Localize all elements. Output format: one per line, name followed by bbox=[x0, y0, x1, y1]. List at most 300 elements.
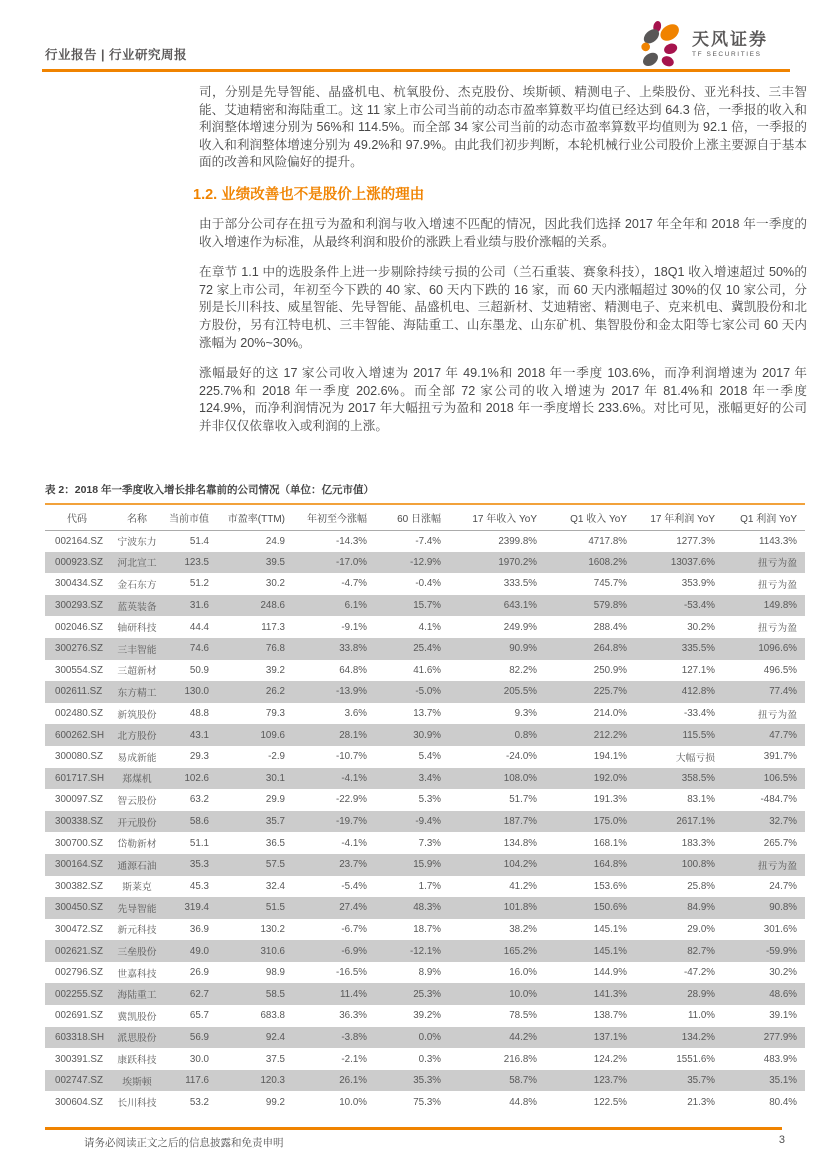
cell: -10.7% bbox=[335, 751, 367, 763]
cell: 23.7% bbox=[339, 859, 367, 871]
cell: 51.4 bbox=[189, 535, 209, 547]
cell: 51.2 bbox=[189, 578, 209, 590]
cell: -3.8% bbox=[341, 1031, 367, 1043]
table-row bbox=[45, 1027, 805, 1049]
table-row bbox=[45, 1091, 805, 1113]
cell: 90.9% bbox=[509, 643, 537, 655]
cell: 7.3% bbox=[418, 837, 441, 849]
cell: 137.1% bbox=[593, 1031, 627, 1043]
cell: 145.1% bbox=[593, 923, 627, 935]
cell: 8.9% bbox=[418, 967, 441, 979]
cell: 51.5 bbox=[265, 902, 285, 914]
cell: 开元股份 bbox=[117, 817, 157, 829]
cell: 333.5% bbox=[503, 578, 537, 590]
cell: 002255.SZ bbox=[55, 988, 103, 1000]
cell: 30.2% bbox=[769, 967, 797, 979]
cell: 埃斯顿 bbox=[122, 1076, 152, 1088]
cell: 78.5% bbox=[509, 1010, 537, 1022]
cell: 53.2 bbox=[189, 1096, 209, 1108]
cell: 金石东方 bbox=[117, 579, 157, 591]
footer-divider bbox=[45, 1127, 782, 1130]
cell: 130.0 bbox=[184, 686, 209, 698]
table-row bbox=[45, 552, 805, 574]
table-row bbox=[45, 616, 805, 638]
cell: 33.8% bbox=[339, 643, 367, 655]
cell: 150.6% bbox=[593, 902, 627, 914]
cell: 郑煤机 bbox=[122, 774, 152, 786]
cell: 265.7% bbox=[763, 837, 797, 849]
cell: 13.7% bbox=[413, 708, 441, 720]
cell: 79.3 bbox=[265, 708, 285, 720]
cell: 65.7 bbox=[189, 1010, 209, 1022]
cell: 39.2 bbox=[265, 664, 285, 676]
cell: 44.2% bbox=[509, 1031, 537, 1043]
cell: 48.3% bbox=[413, 902, 441, 914]
table-row bbox=[45, 638, 805, 660]
cell: 4.1% bbox=[418, 621, 441, 633]
cell: 165.2% bbox=[503, 945, 537, 957]
cell: 30.1 bbox=[265, 772, 285, 784]
cell: 192.0% bbox=[593, 772, 627, 784]
cell: 58.6 bbox=[189, 816, 209, 828]
cell: 0.3% bbox=[418, 1053, 441, 1065]
cell: 225.7% bbox=[593, 686, 627, 698]
cell: 002747.SZ bbox=[55, 1075, 103, 1087]
cell: -14.3% bbox=[335, 535, 367, 547]
cell: 601717.SH bbox=[55, 772, 105, 784]
cell: 3.6% bbox=[344, 708, 367, 720]
cell: 683.8 bbox=[260, 1010, 285, 1022]
cell: -6.7% bbox=[341, 923, 367, 935]
cell: 194.1% bbox=[593, 751, 627, 763]
cell: 300097.SZ bbox=[55, 794, 103, 806]
cell: 99.2 bbox=[265, 1096, 285, 1108]
cell: 30.2 bbox=[265, 578, 285, 590]
cell: 75.3% bbox=[413, 1096, 441, 1108]
cell: 东方精工 bbox=[117, 687, 157, 699]
cell: 002046.SZ bbox=[55, 621, 103, 633]
cell: 1096.6% bbox=[758, 643, 797, 655]
cell: 三超新材 bbox=[117, 666, 157, 678]
cell: 187.7% bbox=[503, 816, 537, 828]
cell: 130.2 bbox=[260, 923, 285, 935]
cell: 24.9 bbox=[265, 535, 285, 547]
cell: 579.8% bbox=[593, 600, 627, 612]
cell: 63.2 bbox=[189, 794, 209, 806]
cell: 124.2% bbox=[593, 1053, 627, 1065]
column-header: 17 年收入 YoY bbox=[472, 513, 537, 525]
cell: -5.0% bbox=[415, 686, 441, 698]
cell: 101.8% bbox=[503, 902, 537, 914]
table-2-block bbox=[45, 482, 805, 1113]
cell: -0.4% bbox=[415, 578, 441, 590]
cell: 277.9% bbox=[763, 1031, 797, 1043]
paragraph: 司，分别是先导智能、晶盛机电、杭氧股份、杰克股份、埃斯顿、精测电子、上柴股份、亚光科技、三丰智能、艾迪精密和海陆重工。这 11 家上市公司当前的动态市盈率算数平均值已经达到 64.3 倍，一季报的收入和利润整体增速分别为 56%和 114.5%。而全部 34 家公司当前的动态市盈率算数平均值则为 92.1 倍，一季报的收入和利润整体增速分别为 49.2%和 97.9%。由此我们初步判断，本轮机械行业公司股价上涨主要源自于基本面的改善和风险偏好的提升。 bbox=[199, 85, 807, 170]
column-header: 市盈率(TTM) bbox=[227, 513, 285, 525]
cell: 300700.SZ bbox=[55, 837, 103, 849]
cell: 745.7% bbox=[593, 578, 627, 590]
table-row bbox=[45, 919, 805, 941]
column-header: Q1 利润 YoY bbox=[740, 513, 797, 525]
cell: 新元科技 bbox=[117, 925, 157, 937]
cell: 123.7% bbox=[593, 1075, 627, 1087]
table-row bbox=[45, 940, 805, 962]
cell: -2.9 bbox=[268, 751, 285, 763]
cell: 300472.SZ bbox=[55, 923, 103, 935]
cell: 48.8 bbox=[189, 708, 209, 720]
cell: 002621.SZ bbox=[55, 945, 103, 957]
page-number: 3 bbox=[778, 1134, 785, 1146]
cell: -24.0% bbox=[505, 751, 537, 763]
cell: 1608.2% bbox=[588, 556, 627, 568]
cell: 300164.SZ bbox=[55, 859, 103, 871]
cell: 13037.6% bbox=[670, 556, 715, 568]
cell: 36.5 bbox=[265, 837, 285, 849]
table-row bbox=[45, 703, 805, 725]
cell: 191.3% bbox=[593, 794, 627, 806]
cell: 58.7% bbox=[509, 1075, 537, 1087]
table-row bbox=[45, 1048, 805, 1070]
cell: 300080.SZ bbox=[55, 751, 103, 763]
cell: 智云股份 bbox=[117, 795, 157, 807]
cell: 扭亏为盈 bbox=[757, 860, 797, 872]
cell: 4717.8% bbox=[588, 535, 627, 547]
cell: 蓝英装备 bbox=[117, 601, 157, 613]
cell: 10.0% bbox=[339, 1096, 367, 1108]
cell: 250.9% bbox=[593, 664, 627, 676]
cell: 1.7% bbox=[418, 880, 441, 892]
cell: -47.2% bbox=[683, 967, 715, 979]
cell: 300450.SZ bbox=[55, 902, 103, 914]
cell: 2399.8% bbox=[498, 535, 537, 547]
cell: 北方股份 bbox=[117, 731, 157, 743]
cell: 300391.SZ bbox=[55, 1053, 103, 1065]
cell: -17.0% bbox=[335, 556, 367, 568]
cell: 82.2% bbox=[509, 664, 537, 676]
cell: 三丰智能 bbox=[117, 644, 157, 656]
cell: 41.6% bbox=[413, 664, 441, 676]
cell: 483.9% bbox=[763, 1053, 797, 1065]
cell: 84.9% bbox=[687, 902, 715, 914]
cell: 扭亏为盈 bbox=[757, 558, 797, 570]
cell: 248.6 bbox=[260, 600, 285, 612]
cell: 35.7 bbox=[265, 816, 285, 828]
cell: 岱勒新材 bbox=[117, 839, 157, 851]
cell: 10.0% bbox=[509, 988, 537, 1000]
cell: 127.1% bbox=[681, 664, 715, 676]
cell: 358.5% bbox=[681, 772, 715, 784]
cell: -12.1% bbox=[409, 945, 441, 957]
column-header: 当前市值 bbox=[169, 513, 209, 525]
cell: 易成新能 bbox=[117, 752, 157, 764]
cell: -53.4% bbox=[683, 600, 715, 612]
cell: 21.3% bbox=[687, 1096, 715, 1108]
cell: 51.7% bbox=[509, 794, 537, 806]
cell: 141.3% bbox=[593, 988, 627, 1000]
cell: 205.5% bbox=[503, 686, 537, 698]
column-header: 年初至今涨幅 bbox=[307, 513, 367, 525]
header-divider bbox=[42, 69, 790, 72]
cell: 41.2% bbox=[509, 880, 537, 892]
cell: 26.2 bbox=[265, 686, 285, 698]
cell: 26.1% bbox=[339, 1075, 367, 1087]
table-row bbox=[45, 897, 805, 919]
cell: 长川科技 bbox=[117, 1098, 157, 1110]
cell: -13.9% bbox=[335, 686, 367, 698]
cell: 50.9 bbox=[189, 664, 209, 676]
cell: 175.0% bbox=[593, 816, 627, 828]
cell: 109.6 bbox=[260, 729, 285, 741]
cell: 74.6 bbox=[189, 643, 209, 655]
cell: 600262.SH bbox=[55, 729, 105, 741]
cell: -2.1% bbox=[341, 1053, 367, 1065]
cell: 108.0% bbox=[503, 772, 537, 784]
table-row bbox=[45, 681, 805, 703]
cell: 30.2% bbox=[687, 621, 715, 633]
cell: 264.8% bbox=[593, 643, 627, 655]
paragraph: 由于部分公司存在扭亏为盈和利润与收入增速不匹配的情况，因此我们选择 2017 年全年和 2018 年一季度的收入增速作为标准，从最终利润和股价的涨跌上看业绩与股价涨幅的关系。 bbox=[199, 216, 807, 249]
cell: 123.5 bbox=[184, 556, 209, 568]
cell: 496.5% bbox=[763, 664, 797, 676]
cell: 300338.SZ bbox=[55, 816, 103, 828]
cell: 120.3 bbox=[260, 1075, 285, 1087]
cell: 河北宣工 bbox=[117, 558, 157, 570]
cell: 149.8% bbox=[763, 600, 797, 612]
cell: -4.7% bbox=[341, 578, 367, 590]
cell: 11.0% bbox=[687, 1010, 715, 1022]
cell: 0.8% bbox=[514, 729, 537, 741]
table-row bbox=[45, 768, 805, 790]
cell: -19.7% bbox=[335, 816, 367, 828]
cell: 117.3 bbox=[261, 621, 285, 633]
cell: 11.4% bbox=[339, 988, 367, 1000]
cell: 117.6 bbox=[185, 1075, 209, 1087]
cell: 319.4 bbox=[184, 902, 209, 914]
cell: 先导智能 bbox=[117, 903, 157, 915]
cell: -33.4% bbox=[683, 708, 715, 720]
cell: 35.7% bbox=[687, 1075, 715, 1087]
cell: 45.3 bbox=[189, 880, 209, 892]
tf-logo-icon bbox=[638, 20, 686, 68]
table-header-row bbox=[45, 504, 805, 530]
cell: 300293.SZ bbox=[55, 600, 103, 612]
cell: 15.7% bbox=[413, 600, 441, 612]
cell: 48.6% bbox=[769, 988, 797, 1000]
cell: 25.8% bbox=[687, 880, 715, 892]
cell: -7.4% bbox=[415, 535, 441, 547]
cell: 300276.SZ bbox=[55, 643, 103, 655]
cell: 391.7% bbox=[763, 751, 797, 763]
cell: 300434.SZ bbox=[55, 578, 103, 590]
cell: 335.5% bbox=[681, 643, 715, 655]
table-row bbox=[45, 1070, 805, 1092]
cell: 29.3 bbox=[189, 751, 209, 763]
cell: 5.3% bbox=[418, 794, 441, 806]
paragraph: 在章节 1.1 中的选股条件上进一步剔除持续亏损的公司（兰石重装、赛象科技），18Q1 收入增速超过 50%的 72 家上市公司，年初至今下跌的 40 家、60 天内下跌的 16 家，而 60 天内涨幅超过 30%的仅 10 家公司，分别是长川科技、威星智能、先导智能、晶盛机电、三超新材、艾迪精密、精测电子、克来机电、冀凯股份和北方股份，另有江特电机、三丰智能、海陆重工、山东墨龙、山东矿机、集智股份和金太阳等七家公司 60 天内涨幅为 20%~30%。 bbox=[199, 265, 807, 350]
cell: 183.3% bbox=[681, 837, 715, 849]
cell: 300604.SZ bbox=[55, 1096, 103, 1108]
cell: 214.0% bbox=[593, 708, 627, 720]
cell: 44.4 bbox=[189, 621, 209, 633]
table-row bbox=[45, 983, 805, 1005]
cell: 144.9% bbox=[593, 967, 627, 979]
cell: 83.1% bbox=[687, 794, 715, 806]
cell: 98.9 bbox=[265, 967, 285, 979]
cell: 301.6% bbox=[763, 923, 797, 935]
table-row bbox=[45, 530, 805, 552]
cell: 216.8% bbox=[503, 1053, 537, 1065]
table-row bbox=[45, 811, 805, 833]
table-row bbox=[45, 573, 805, 595]
column-header: 代码 bbox=[67, 513, 87, 525]
cell: 1970.2% bbox=[498, 556, 537, 568]
table-row bbox=[45, 1005, 805, 1027]
cell: 31.6 bbox=[189, 600, 209, 612]
table-row bbox=[45, 595, 805, 617]
table-row bbox=[45, 962, 805, 984]
section-heading-1-2: 1.2. 业绩改善也不是股价上涨的理由 bbox=[193, 186, 425, 203]
column-header: 60 日涨幅 bbox=[397, 513, 441, 525]
cell: 000923.SZ bbox=[55, 556, 103, 568]
brand-name-en: TF SECURITIES bbox=[692, 51, 762, 58]
cell: 412.8% bbox=[681, 686, 715, 698]
cell: 斯莱克 bbox=[122, 882, 152, 894]
cell: 24.7% bbox=[769, 880, 797, 892]
cell: 145.1% bbox=[593, 945, 627, 957]
table-row bbox=[45, 854, 805, 876]
cell: 30.0 bbox=[189, 1053, 209, 1065]
cell: -59.9% bbox=[765, 945, 797, 957]
cell: 300554.SZ bbox=[55, 664, 103, 676]
cell: 世嘉科技 bbox=[117, 968, 157, 980]
cell: 派思股份 bbox=[117, 1033, 157, 1045]
table-row bbox=[45, 832, 805, 854]
cell: 39.2% bbox=[413, 1010, 441, 1022]
cell: 轴研科技 bbox=[117, 623, 157, 635]
cell: 002611.SZ bbox=[55, 686, 103, 698]
cell: 164.8% bbox=[593, 859, 627, 871]
cell: -6.9% bbox=[341, 945, 367, 957]
cell: 海陆重工 bbox=[117, 990, 157, 1002]
cell: 643.1% bbox=[503, 600, 537, 612]
cell: 康跃科技 bbox=[117, 1055, 157, 1067]
cell: -12.9% bbox=[409, 556, 441, 568]
cell: 扭亏为盈 bbox=[757, 709, 797, 721]
cell: 115.5% bbox=[682, 729, 715, 741]
cell: 29.0% bbox=[687, 923, 715, 935]
cell: 288.4% bbox=[593, 621, 627, 633]
cell: 58.5 bbox=[265, 988, 285, 1000]
cell: 35.3 bbox=[189, 859, 209, 871]
company-q1-revenue-growth-table bbox=[45, 503, 805, 1113]
cell: 18.7% bbox=[413, 923, 441, 935]
cell: 36.3% bbox=[339, 1010, 367, 1022]
cell: 002164.SZ bbox=[55, 535, 103, 547]
cell: 138.7% bbox=[593, 1010, 627, 1022]
table-row bbox=[45, 876, 805, 898]
cell: -9.4% bbox=[415, 816, 441, 828]
cell: 57.5 bbox=[265, 859, 285, 871]
cell: 新筑股份 bbox=[117, 709, 157, 721]
cell: 300382.SZ bbox=[55, 880, 103, 892]
cell: 212.2% bbox=[593, 729, 627, 741]
cell: -484.7% bbox=[760, 794, 797, 806]
cell: 134.8% bbox=[503, 837, 537, 849]
column-header: 名称 bbox=[127, 513, 147, 525]
cell: 1143.3% bbox=[759, 535, 797, 547]
cell: -9.1% bbox=[341, 621, 367, 633]
table-row bbox=[45, 789, 805, 811]
cell: 35.1% bbox=[769, 1075, 797, 1087]
cell: 冀凯股份 bbox=[117, 1011, 157, 1023]
cell: 36.9 bbox=[189, 923, 209, 935]
cell: 39.5 bbox=[265, 556, 285, 568]
cell: -5.4% bbox=[341, 880, 367, 892]
cell: -4.1% bbox=[341, 772, 367, 784]
column-header: Q1 收入 YoY bbox=[570, 513, 627, 525]
cell: 168.1% bbox=[593, 837, 627, 849]
cell: 扭亏为盈 bbox=[757, 579, 797, 591]
table-row bbox=[45, 746, 805, 768]
cell: 82.7% bbox=[687, 945, 715, 957]
cell: 32.7% bbox=[769, 816, 797, 828]
cell: 47.7% bbox=[769, 729, 797, 741]
cell: 153.6% bbox=[593, 880, 627, 892]
column-header: 17 年利润 YoY bbox=[650, 513, 715, 525]
cell: 56.9 bbox=[189, 1031, 209, 1043]
cell: 1277.3% bbox=[676, 535, 715, 547]
cell: 16.0% bbox=[509, 967, 537, 979]
cell: 002691.SZ bbox=[55, 1010, 103, 1022]
cell: 38.2% bbox=[509, 923, 537, 935]
cell: 26.9 bbox=[189, 967, 209, 979]
cell: 3.4% bbox=[418, 772, 441, 784]
cell: 64.8% bbox=[339, 664, 367, 676]
cell: 90.8% bbox=[769, 902, 797, 914]
cell: 大幅亏损 bbox=[675, 752, 715, 764]
cell: 29.9 bbox=[265, 794, 285, 806]
cell: 9.3% bbox=[514, 708, 537, 720]
cell: 37.5 bbox=[265, 1053, 285, 1065]
cell: 27.4% bbox=[339, 902, 367, 914]
cell: 43.1 bbox=[189, 729, 209, 741]
cell: 2617.1% bbox=[676, 816, 715, 828]
cell: 25.4% bbox=[413, 643, 441, 655]
cell: 002480.SZ bbox=[55, 708, 103, 720]
cell: 100.8% bbox=[681, 859, 715, 871]
cell: 310.6 bbox=[260, 945, 285, 957]
cell: 28.9% bbox=[687, 988, 715, 1000]
cell: 39.1% bbox=[769, 1010, 797, 1022]
cell: 1551.6% bbox=[676, 1053, 715, 1065]
cell: 5.4% bbox=[418, 751, 441, 763]
cell: 353.9% bbox=[681, 578, 715, 590]
table-row bbox=[45, 660, 805, 682]
cell: 扭亏为盈 bbox=[757, 623, 797, 635]
table-title: 表 2：2018 年一季度收入增长排名靠前的公司情况（单位：亿元市值） bbox=[45, 484, 375, 496]
cell: 三垒股份 bbox=[117, 947, 157, 959]
cell: 49.0 bbox=[189, 945, 209, 957]
cell: 249.9% bbox=[503, 621, 537, 633]
cell: 104.2% bbox=[503, 859, 537, 871]
cell: -4.1% bbox=[341, 837, 367, 849]
cell: 25.3% bbox=[413, 988, 441, 1000]
paragraph: 涨幅最好的这 17 家公司收入增速为 2017 年 49.1%和 2018 年一季度 103.6%，而净利润增速为 2017 年 225.7%和 2018 年一季度 202.6%。而全部 72 家公司的收入增速为 2017 年 81.4%和 2018 年一季度 124.9%，而净利润情况为 2017 年大幅扭亏为盈和 2018 年一季度增长 233.6%。对比可见，涨幅更好的公司并非仅仅依靠收入或利润的上涨。 bbox=[199, 366, 807, 433]
cell: 603318.SH bbox=[55, 1031, 105, 1043]
table-row bbox=[45, 724, 805, 746]
cell: 92.4 bbox=[265, 1031, 285, 1043]
footer-disclaimer: 请务必阅读正文之后的信息披露和免责申明 bbox=[84, 1137, 284, 1149]
